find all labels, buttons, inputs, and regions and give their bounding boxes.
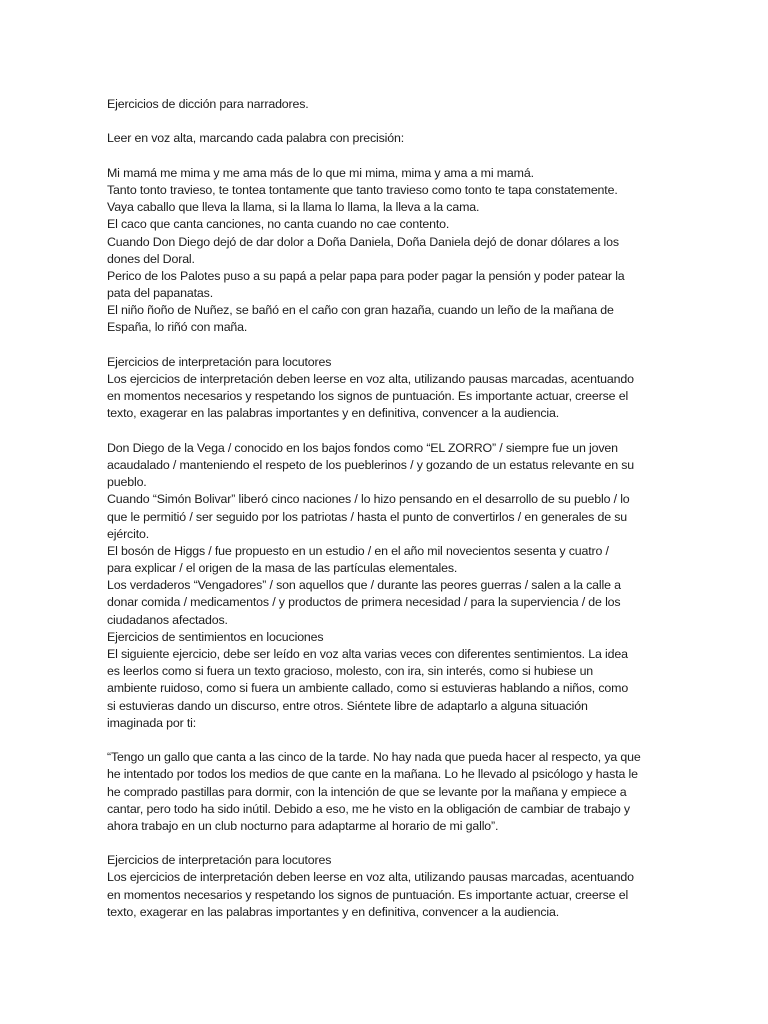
tongue-twister-line: Tanto tonto travieso, te tontea tontamente que tanto travieso como tonto te tapa constatemente. xyxy=(107,182,618,197)
tongue-twister-line: Vaya caballo que lleva la llama, si la llama lo llama, la lleva a la cama. xyxy=(107,200,480,215)
blank-line xyxy=(107,337,662,354)
quote-line: cantar, pero todo ha sido inútil. Debido a eso, me he visto en la obligación de cambiar de trabajo y xyxy=(107,801,630,816)
section-heading: Ejercicios de sentimientos en locuciones xyxy=(107,629,324,644)
exercise-line: Los verdaderos “Vengadores” / son aquellos que / durante las peores guerras / salen a la calle a xyxy=(107,578,621,593)
exercise-line: acaudalado / manteniendo el respeto de los pueblerinos / y gozando de un estatus relevante en su xyxy=(107,457,635,472)
paragraph-line: Los ejercicios de interpretación deben leerse en voz alta, utilizando pausas marcadas, acentuando xyxy=(107,870,634,885)
paragraph-line: es leerlos como si fuera un texto gracioso, molesto, con ira, sin interés, como si hubiese un xyxy=(107,664,594,679)
section-heading: Ejercicios de interpretación para locutores xyxy=(107,354,332,369)
exercise-line: El bosón de Higgs / fue propuesto en un estudio / en el año mil novecientos sesenta y cuatro / xyxy=(107,543,609,558)
exercise-line: pueblo. xyxy=(107,475,147,490)
quote-line: he comprado pastillas para dormir, con la intención de que se levante por la mañana y empiece a xyxy=(107,784,627,799)
paragraph-line: en momentos necesarios y respetando los signos de puntuación. Es importante actuar, creerse el xyxy=(107,887,629,902)
paragraph-line: imaginada por ti: xyxy=(107,715,197,730)
tongue-twister-line: pata del papanatas. xyxy=(107,286,214,301)
blank-line xyxy=(107,113,662,130)
exercise-line: Cuando “Simón Bolivar” liberó cinco naciones / lo hizo pensando en el desarrollo de su pueblo / lo xyxy=(107,492,630,507)
paragraph-line: texto, exagerar en las palabras importantes y en definitiva, convencer a la audiencia. xyxy=(107,904,560,919)
exercise-line: ejército. xyxy=(107,526,150,541)
exercise-line: ciudadanos afectados. xyxy=(107,612,228,627)
tongue-twister-line: dones del Doral. xyxy=(107,251,195,266)
quote-line: he intentado por todos los medios de que cante en la mañana. Lo he llevado al psicólogo y hasta le xyxy=(107,767,638,782)
paragraph-line: si estuvieras dando un discurso, entre otros. Siéntete libre de adaptarlo a alguna situación xyxy=(107,698,588,713)
instruction-line: Leer en voz alta, marcando cada palabra con precisión: xyxy=(107,131,405,146)
tongue-twister-line: España, lo riñó con maña. xyxy=(107,320,248,335)
quote-line: “Tengo un gallo que canta a las cinco de la tarde. No hay nada que pueda hacer al respecto, ya que xyxy=(107,750,641,765)
blank-line xyxy=(107,148,662,165)
exercise-line: Don Diego de la Vega / conocido en los bajos fondos como “EL ZORRO” / siempre fue un joven xyxy=(107,440,618,455)
paragraph-line: ambiente ruidoso, como si fuera un ambiente callado, como si estuvieras hablando a niños, como xyxy=(107,681,629,696)
exercise-line: que le permitió / ser seguido por los patriotas / hasta el punto de convertirlos / en generales de su xyxy=(107,509,628,524)
blank-line xyxy=(107,732,662,749)
tongue-twister-line: Perico de los Palotes puso a su papá a pelar papa para poder pagar la pensión y poder patear la xyxy=(107,268,625,283)
tongue-twister-line: El niño ñoño de Nuñez, se bañó en el caño con gran hazaña, cuando un leño de la mañana de xyxy=(107,303,614,318)
document-title: Ejercicios de dicción para narradores. xyxy=(107,97,309,111)
blank-line xyxy=(107,423,662,440)
paragraph-line: Los ejercicios de interpretación deben leerse en voz alta, utilizando pausas marcadas, acentuando xyxy=(107,372,634,386)
paragraph-line: El siguiente ejercicio, debe ser leído en voz alta varias veces con diferentes sentimientos. La idea xyxy=(107,647,628,661)
tongue-twister-line: El caco que canta canciones, no canta cuando no cae contento. xyxy=(107,217,450,232)
document-page xyxy=(107,96,662,921)
quote-line: ahora trabajo en un club nocturno para adaptarme al horario de mi gallo”. xyxy=(107,818,499,833)
tongue-twister-line: Mi mamá me mima y me ama más de lo que mi mima, mima y ama a mi mamá. xyxy=(107,165,534,180)
paragraph-line: texto, exagerar en las palabras importantes y en definitiva, convencer a la audiencia. xyxy=(107,406,560,421)
exercise-line: donar comida / medicamentos / y productos de primera necesidad / para la superviencia / de los xyxy=(107,595,621,610)
section-heading: Ejercicios de interpretación para locutores xyxy=(107,853,332,868)
exercise-line: para explicar / el origen de la masa de las partículas elementales. xyxy=(107,561,458,576)
tongue-twister-line: Cuando Don Diego dejó de dar dolor a Doña Daniela, Doña Daniela dejó de donar dólares a los xyxy=(107,234,619,249)
paragraph-line: en momentos necesarios y respetando los signos de puntuación. Es importante actuar, creerse el xyxy=(107,389,629,404)
blank-line xyxy=(107,835,662,852)
